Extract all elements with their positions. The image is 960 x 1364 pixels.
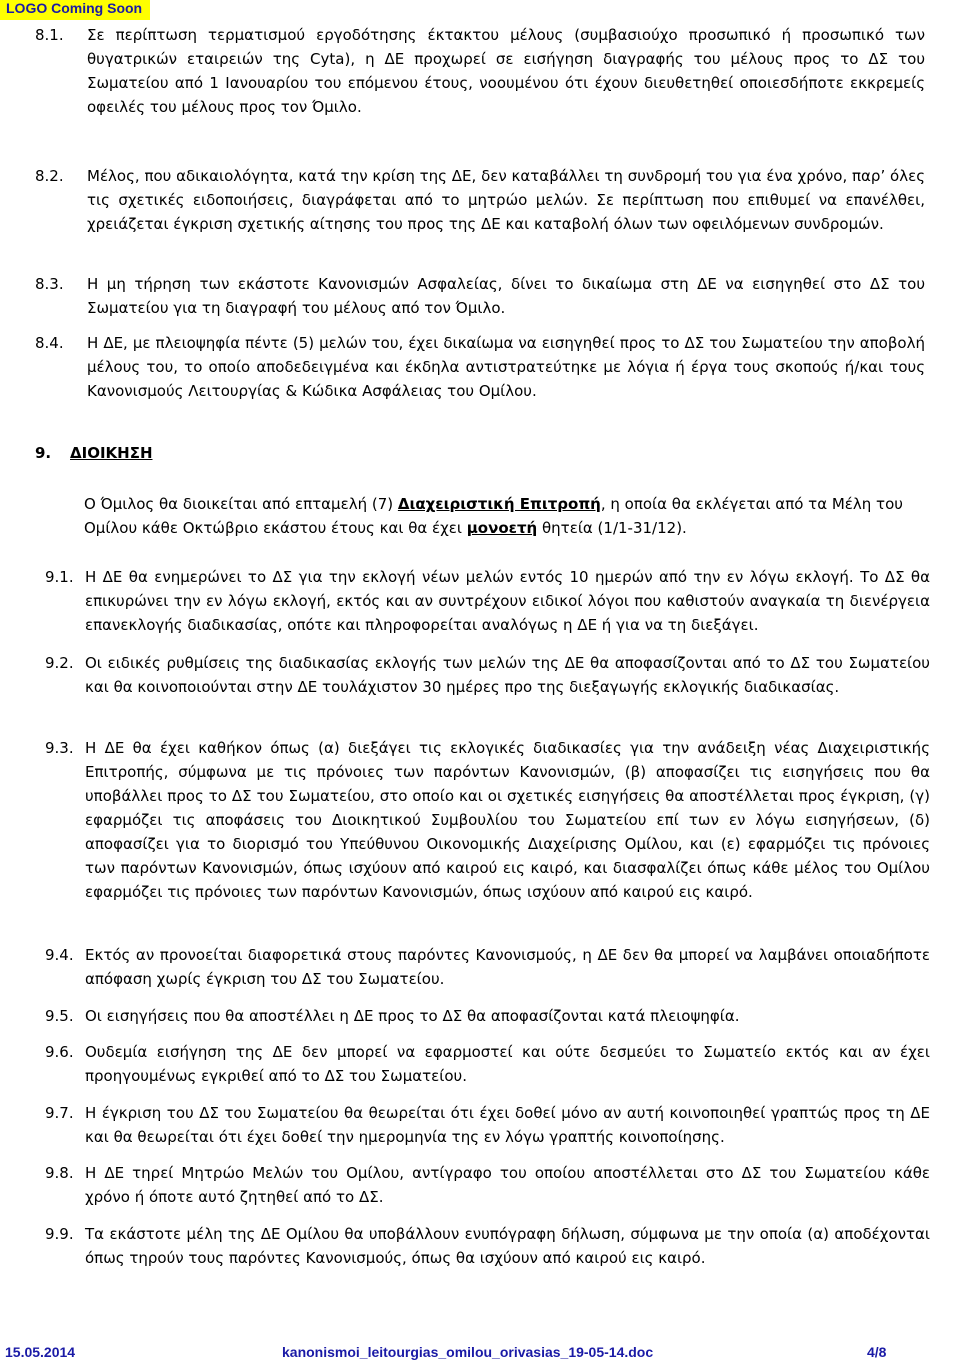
clause-number: 9.5. bbox=[45, 1007, 74, 1025]
clause-number: 9.9. bbox=[45, 1225, 74, 1243]
logo-placeholder: LOGO Coming Soon bbox=[0, 0, 150, 20]
clause-text: Η ΔΕ τηρεί Μητρώο Μελών του Ομίλου, αντίγραφο του οποίου αποστέλλεται στο ΔΣ του Σωματείου κάθε χρόνο ή όποτε αυτό ζητηθεί από το ΔΣ. bbox=[85, 1164, 930, 1206]
section-title: ΔΙΟΙΚΗΣΗ bbox=[70, 444, 153, 462]
clause-text: Οι εισηγήσεις που θα αποστέλλει η ΔΕ προς το ΔΣ θα αποφασίζονται κατά πλειοψηφία. bbox=[85, 1007, 740, 1025]
clause-number: 9.2. bbox=[45, 654, 74, 672]
clause-9-2 bbox=[35, 651, 930, 699]
clause-9-3 bbox=[35, 736, 930, 904]
clause-text: Ουδεμία εισήγηση της ΔΕ δεν μπορεί να εφαρμοστεί και ούτε δεσμεύει το Σωματείο εκτός και αν έχει προηγουμένως εγκριθεί από το ΔΣ του Σωματείου. bbox=[85, 1043, 930, 1085]
clause-9-8 bbox=[35, 1161, 930, 1209]
intro-emphasis-committee: Διαχειριστική Επιτροπή bbox=[397, 495, 601, 513]
clause-text: Η μη τήρηση των εκάστοτε Κανονισμών Ασφαλείας, δίνει το δικαίωμα στη ΔΕ να εισηγηθεί στο ΔΣ του Σωματείου για τη διαγραφή του μέλους από τον Όμιλο. bbox=[87, 275, 925, 317]
clause-number: 8.2. bbox=[35, 167, 64, 185]
section-intro bbox=[84, 492, 930, 540]
footer-date: 15.05.2014 bbox=[5, 1344, 76, 1360]
clause-text: Η ΔΕ, με πλειοψηφία πέντε (5) μελών του, έχει δικαίωμα να εισηγηθεί προς το ΔΣ του Σωματείου την αποβολή μέλους του, το οποίο αποδεδειγμένα και έκδηλα αντιστρατεύτηκε με λόγια ή έργα τους σκοπούς ή/και τους Κανονισμούς Λειτουργίας & Κώδικα Ασφάλειας του Ομίλου. bbox=[87, 334, 925, 400]
clause-8-4 bbox=[35, 331, 925, 403]
clause-number: 9.6. bbox=[45, 1043, 74, 1061]
intro-emphasis-term: μονοετή bbox=[466, 519, 538, 537]
clause-9-5 bbox=[35, 1004, 930, 1028]
clause-9-1 bbox=[35, 565, 930, 637]
clause-9-9 bbox=[35, 1222, 930, 1270]
clause-text: Μέλος, που αδικαιολόγητα, κατά την κρίση της ΔΕ, δεν καταβάλλει τη συνδρομή του για ένα χρόνο, παρ’ όλες τις σχετικές ειδοποιήσεις, διαγράφεται από το μητρώο μελών. Σε περίπτωση που επιθυμεί να επανέλθει, χρειάζεται έγκριση σχετικής αίτησης του προς της ΔΕ και καταβολή όλων των οφειλόμενων συνδρομών. bbox=[87, 167, 925, 233]
clause-number: 8.3. bbox=[35, 275, 64, 293]
footer-filename: kanonismoi_leitourgias_omilou_orivasias_19-05-14.doc bbox=[282, 1344, 654, 1360]
section-number: 9. bbox=[35, 444, 52, 462]
clause-8-1 bbox=[35, 23, 925, 119]
clause-9-7 bbox=[35, 1101, 930, 1149]
clause-text: Η έγκριση του ΔΣ του Σωματείου θα θεωρείται ότι έχει δοθεί μόνο αν αυτή κοινοποιηθεί γραπτώς προς τη ΔΕ και θα θεωρείται ότι έχει δοθεί την ημερομηνία της εν λόγω γραπτής κοινοποίησης. bbox=[85, 1104, 930, 1146]
clause-text: Σε περίπτωση τερματισμού εργοδότησης έκτακτου μέλους (συμβασιούχο προσωπικό ή προσωπικό των θυγατρικών εταιρειών της Cyta), η ΔΕ προχωρεί σε εισήγηση διαγραφής του μέλους προς το ΔΣ του Σωματείου από 1 Ιανουαρίου του επόμενου έτους, νοουμένου ότι έχουν διευθετηθεί οποιεσδήποτε εκκρεμείς οφειλές του μέλους προς τον Όμιλο. bbox=[87, 26, 925, 116]
clause-8-2 bbox=[35, 164, 925, 236]
clause-text: Η ΔΕ θα έχει καθήκον όπως (α) διεξάγει τις εκλογικές διαδικασίες για την ανάδειξη νέας Διαχειριστικής Επιτροπής, σύμφωνα με τις πρόνοιες των παρόντων Κανονισμών, (β) αποφασίζει τις εισηγήσεις που θα υποβάλλει προς το ΔΣ του Σωματείου, στο οποίο και οι σχετικές εισηγήσεις θα αποστέλλεται προς έγκριση, (γ) εφαρμόζει τις αποφάσεις του Διοικητικού Συμβουλίου του Σωματείου επί των εν λόγω εισηγήσεων, (δ) αποφασίζει για το διορισμό του Υπεύθυνου Οικονομικής Διαχείρισης Ομίλου, και (ε) εφαρμόζει τις πρόνοιες των παρόντων Κανονισμών, όπως ισχύουν από καιρού εις καιρό, και διασφαλίζει όπως κάθε μέλος του Ομίλου εφαρμόζει τις πρόνοιες των παρόντων Κανονισμών, όπως ισχύουν από καιρού εις καιρό. bbox=[85, 739, 930, 901]
clause-number: 9.7. bbox=[45, 1104, 74, 1122]
clause-number: 8.4. bbox=[35, 334, 64, 352]
clause-text: Τα εκάστοτε μέλη της ΔΕ Ομίλου θα υποβάλλουν ενυπόγραφη δήλωση, σύμφωνα με την οποία (α) αποδέχονται όπως τηρούν τους παρόντες Κανονισμούς, όπως θα ισχύουν από καιρού εις καιρό. bbox=[85, 1225, 930, 1267]
clause-number: 9.4. bbox=[45, 946, 74, 964]
intro-text: θητεία (1/1-31/12). bbox=[537, 519, 687, 537]
clause-8-3 bbox=[35, 272, 925, 320]
intro-text: Ο Όμιλος θα διοικείται από επταμελή (7) bbox=[84, 495, 398, 513]
clause-number: 9.1. bbox=[45, 568, 74, 586]
intro-text: , η οποία θα εκλέγεται από τα Μέλη του Ομίλου κάθε Οκτώβριο εκάστου έτους και θα έχει bbox=[84, 495, 903, 537]
section-heading bbox=[35, 441, 153, 465]
clause-number: 9.3. bbox=[45, 739, 74, 757]
clause-9-4 bbox=[35, 943, 930, 991]
clause-text: Εκτός αν προνοείται διαφορετικά στους παρόντες Κανονισμούς, η ΔΕ δεν θα μπορεί να λαμβάνει οποιαδήποτε απόφαση χωρίς έγκριση του ΔΣ του Σωματείου. bbox=[85, 946, 930, 988]
clause-number: 8.1. bbox=[35, 26, 64, 44]
clause-text: Η ΔΕ θα ενημερώνει το ΔΣ για την εκλογή νέων μελών εντός 10 ημερών από την εν λόγω εκλογή. Το ΔΣ θα επικυρώνει την εν λόγω εκλογή, εκτός και αν συντρέχουν ειδικοί λόγοι που καθιστούν αναγκαία τη διενέργεια επανεκλογής διαδικασίας, οπότε και πληροφορείται αναλόγως η ΔΕ ή για να τη διεξάγει. bbox=[85, 568, 930, 634]
clause-number: 9.8. bbox=[45, 1164, 74, 1182]
clause-9-6 bbox=[35, 1040, 930, 1088]
page-footer bbox=[0, 1344, 960, 1364]
clause-text: Οι ειδικές ρυθμίσεις της διαδικασίας εκλογής των μελών της ΔΕ θα αποφασίζονται από το ΔΣ του Σωματείου και θα κοινοποιούνται στην ΔΕ τουλάχιστον 30 ημέρες προ της διεξαγωγής εκλογικής διαδικασίας. bbox=[85, 654, 930, 696]
footer-page-number: 4/8 bbox=[867, 1344, 887, 1360]
